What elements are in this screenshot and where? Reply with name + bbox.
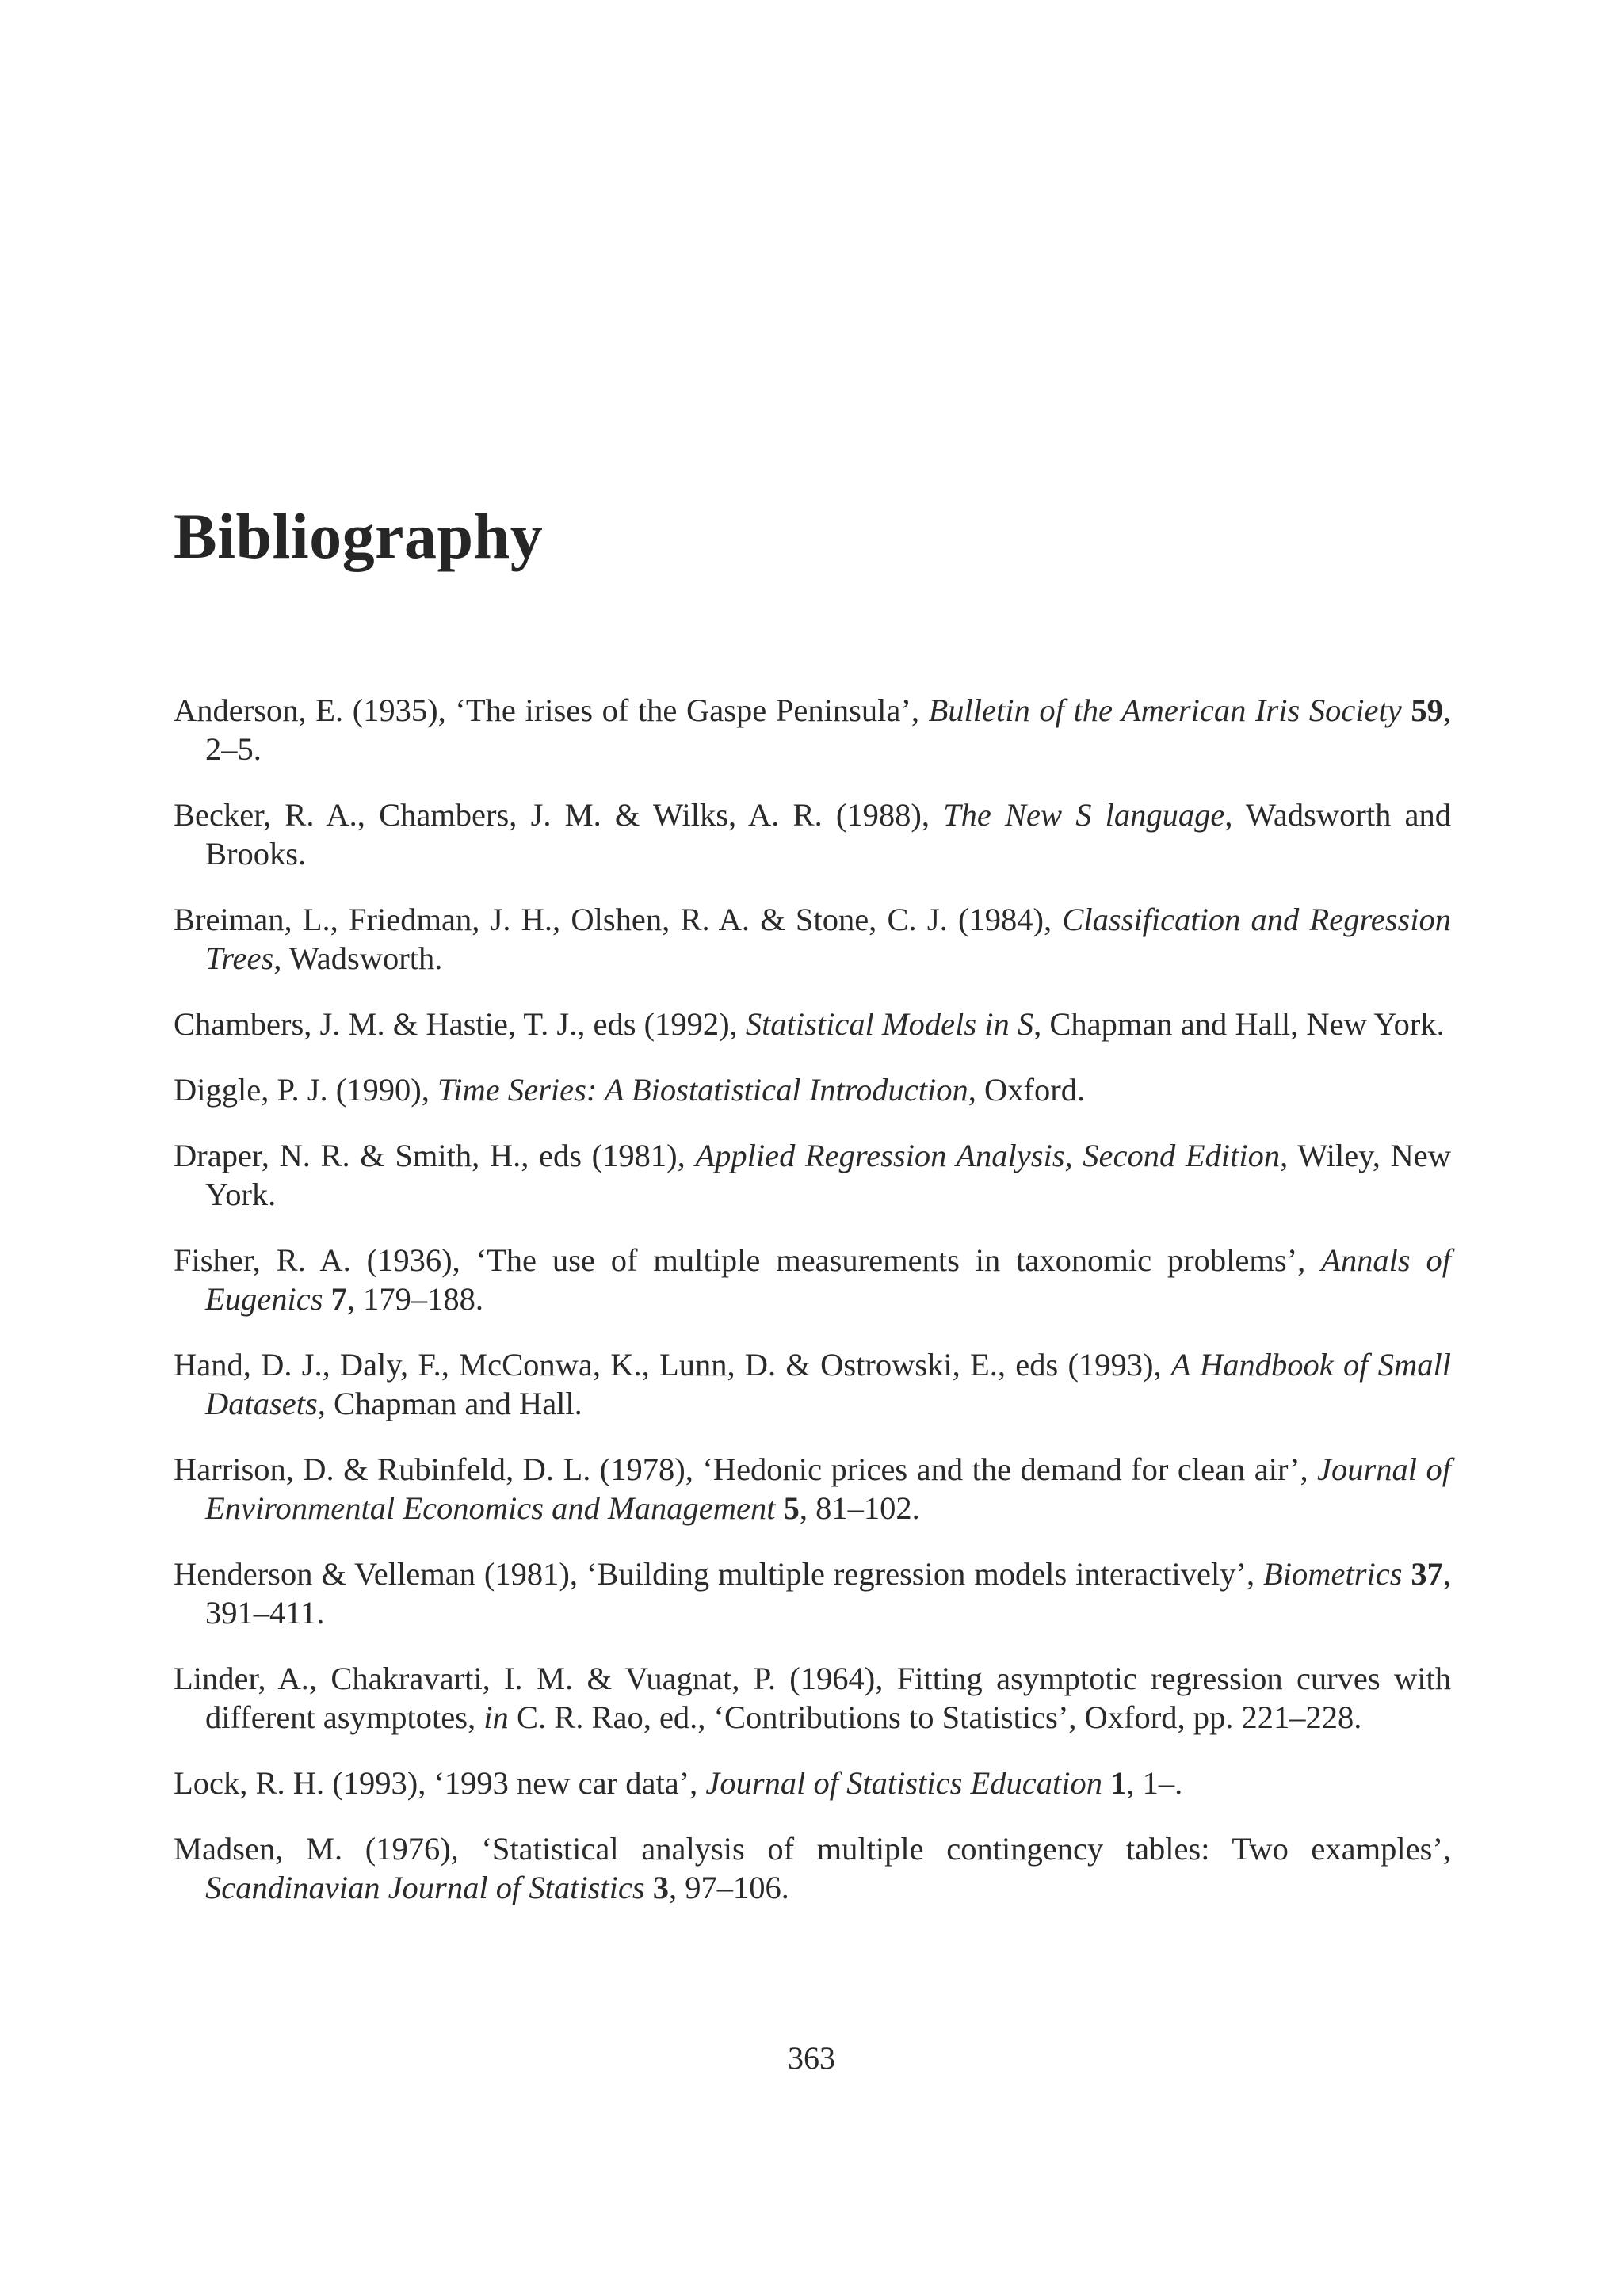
reference-text-segment (1402, 692, 1411, 728)
reference-title-segment: A Handbook of Small Datasets (205, 1347, 1451, 1421)
reference-text-segment: Draper, N. R. & Smith, H., eds (1981), (174, 1138, 696, 1173)
reference-text-segment (775, 1490, 783, 1526)
page-number: 363 (788, 2040, 835, 2076)
reference-title-segment: Time Series: A Biostatistical Introduction (437, 1072, 968, 1108)
reference-title-segment: Bulletin of the American Iris Society (928, 692, 1402, 728)
reference-text-segment (1402, 1556, 1411, 1592)
reference-text-segment: Harrison, D. & Rubinfeld, D. L. (1978), ‘Hedonic prices and the demand for clean air’, (174, 1451, 1318, 1487)
reference-text-segment: C. R. Rao, ed., ‘Contributions to Statistics’, Oxford, pp. 221–228. (508, 1699, 1362, 1735)
reference-text-segment: Anderson, E. (1935), ‘The irises of the Gaspe Peninsula’, (174, 692, 929, 728)
reference-entry (174, 795, 1451, 873)
reference-title-segment: in (483, 1699, 509, 1735)
reference-title-segment: Biometrics (1263, 1556, 1403, 1592)
reference-text-segment: Madsen, M. (1976), ‘Statistical analysis of multiple contingency tables: Two examples’, (174, 1831, 1451, 1867)
reference-text-segment: , 391–411. (205, 1556, 1451, 1630)
reference-text-segment: , 97–106. (668, 1870, 789, 1905)
reference-text-segment: Linder, A., Chakravarti, I. M. & Vuagnat, P. (1964), Fitting asymptotic regression curves with different asymptotes, (174, 1661, 1451, 1735)
reference-text-segment: , 179–188. (346, 1281, 483, 1317)
reference-entry (174, 691, 1451, 769)
reference-text-segment: , Wadsworth. (273, 940, 443, 976)
reference-title-segment: Journal of Statistics Education (705, 1765, 1103, 1801)
reference-entry (174, 1241, 1451, 1318)
reference-text-segment (645, 1870, 653, 1905)
reference-text-segment: , 81–102. (799, 1490, 920, 1526)
reference-text-segment: Becker, R. A., Chambers, J. M. & Wilks, A. R. (1988), (174, 797, 944, 833)
reference-entry (174, 1554, 1451, 1632)
reference-entry (174, 1345, 1451, 1423)
reference-text-segment: Lock, R. H. (1993), ‘1993 new car data’, (174, 1765, 706, 1801)
reference-text-segment: Breiman, L., Friedman, J. H., Olshen, R. A. & Stone, C. J. (1984), (174, 902, 1063, 937)
reference-entry (174, 1070, 1451, 1109)
reference-entry (174, 900, 1451, 978)
reference-volume-segment: 5 (783, 1490, 800, 1526)
reference-title-segment: Scandinavian Journal of Statistics (205, 1870, 645, 1905)
reference-text-segment: , Chapman and Hall, New York. (1033, 1006, 1445, 1042)
reference-title-segment: Annals of Eugenics (205, 1242, 1451, 1317)
reference-text-segment: , 1–. (1126, 1765, 1183, 1801)
reference-volume-segment: 59 (1411, 692, 1443, 728)
bibliography-list (174, 691, 1451, 1934)
reference-text-segment: Diggle, P. J. (1990), (174, 1072, 437, 1108)
reference-text-segment: Chambers, J. M. & Hastie, T. J., eds (1992), (174, 1006, 746, 1042)
reference-text-segment (323, 1281, 330, 1317)
reference-title-segment: Applied Regression Analysis, Second Edition (695, 1138, 1281, 1173)
reference-volume-segment: 37 (1411, 1556, 1443, 1592)
reference-text-segment: Fisher, R. A. (1936), ‘The use of multiple measurements in taxonomic problems’, (174, 1242, 1322, 1278)
reference-entry (174, 1764, 1451, 1802)
reference-text-segment: , Chapman and Hall. (317, 1386, 582, 1421)
reference-entry (174, 1829, 1451, 1907)
reference-title-segment: Classification and Regression Trees (205, 902, 1452, 976)
reference-text-segment: Hand, D. J., Daly, F., McConwa, K., Lunn, D. & Ostrowski, E., eds (1993), (174, 1347, 1171, 1383)
reference-title-segment: Statistical Models in S (745, 1006, 1034, 1042)
reference-entry (174, 1450, 1451, 1527)
reference-text-segment: , Wiley, New York. (205, 1138, 1451, 1212)
reference-title-segment: Journal of Environmental Economics and Management (205, 1451, 1451, 1526)
reference-text-segment: , Oxford. (968, 1072, 1086, 1108)
page-title: Bibliography (174, 500, 544, 572)
reference-text-segment: , 2–5. (205, 692, 1452, 767)
reference-entry (174, 1005, 1451, 1043)
reference-volume-segment: 3 (652, 1870, 669, 1905)
reference-text-segment (1102, 1765, 1110, 1801)
reference-volume-segment: 1 (1110, 1765, 1127, 1801)
reference-entry (174, 1659, 1451, 1737)
reference-entry (174, 1136, 1451, 1214)
reference-text-segment: Henderson & Velleman (1981), ‘Building multiple regression models interactively’, (174, 1556, 1263, 1592)
reference-text-segment: , Wadsworth and Brooks. (205, 797, 1451, 871)
reference-title-segment: The New S language (943, 797, 1225, 833)
reference-volume-segment: 7 (330, 1281, 347, 1317)
